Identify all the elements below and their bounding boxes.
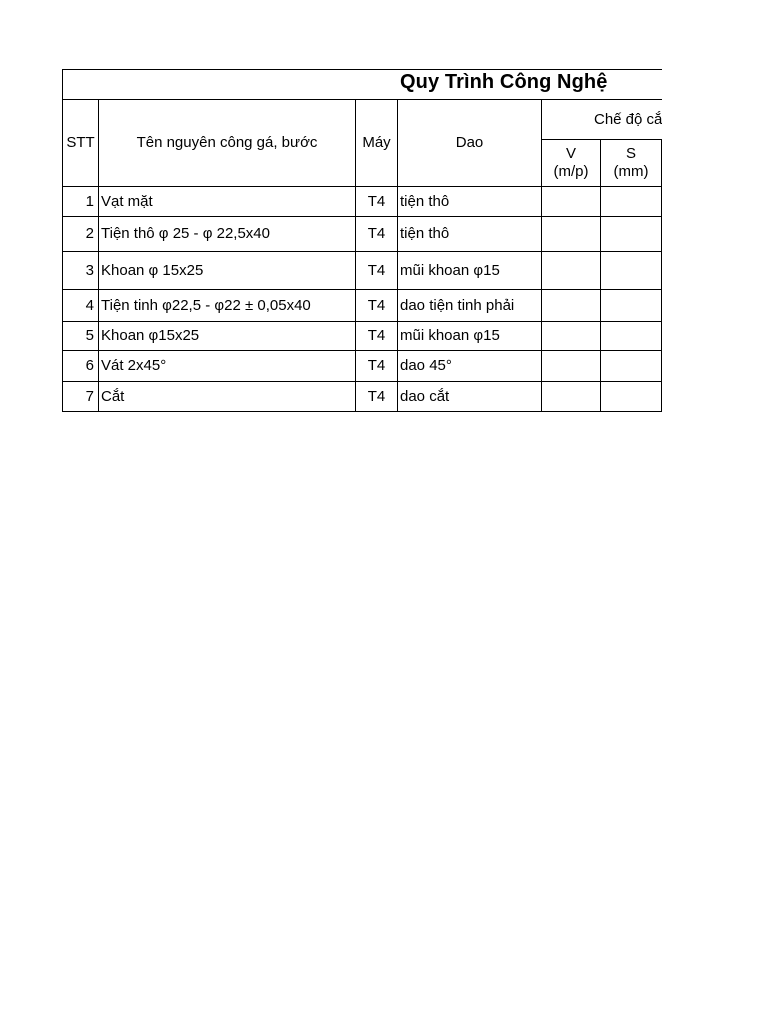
row-s (601, 187, 662, 217)
header-row-1 (63, 100, 663, 140)
row-machine: T4 (356, 382, 398, 412)
header-operation-name: Tên nguyên công gá, bước (99, 100, 356, 187)
title-cell (63, 70, 663, 100)
process-table-viewport (62, 69, 662, 415)
row-v (542, 290, 601, 322)
row-s (601, 322, 662, 351)
process-table (62, 69, 662, 412)
header-v-label: V (565, 145, 576, 162)
row-stt: 7 (63, 382, 99, 412)
row-machine: T4 (356, 217, 398, 252)
row-v (542, 382, 601, 412)
row-extra (662, 290, 663, 322)
row-stt: 3 (63, 252, 99, 290)
row-tool: dao 45° (398, 351, 542, 382)
row-tool: dao cắt (398, 382, 542, 412)
header-stt: STT (63, 100, 99, 187)
row-extra (662, 322, 663, 351)
row-v (542, 322, 601, 351)
row-v (542, 252, 601, 290)
row-stt: 1 (63, 187, 99, 217)
header-machine: Máy (356, 100, 398, 187)
row-s (601, 217, 662, 252)
header-s (601, 140, 662, 187)
table-row (63, 187, 663, 217)
row-machine: T4 (356, 290, 398, 322)
row-s (601, 382, 662, 412)
header-tool: Dao (398, 100, 542, 187)
row-s (601, 252, 662, 290)
row-operation: Tiện tinh φ22,5 - φ22 ± 0,05x40 (99, 290, 356, 322)
row-tool: mũi khoan φ15 (398, 322, 542, 351)
row-stt: 4 (63, 290, 99, 322)
row-stt: 2 (63, 217, 99, 252)
row-extra (662, 382, 663, 412)
row-stt: 6 (63, 351, 99, 382)
table-row (63, 322, 663, 351)
title-row (63, 70, 663, 100)
row-s (601, 351, 662, 382)
row-v (542, 217, 601, 252)
row-operation: Khoan φ15x25 (99, 322, 356, 351)
row-v (542, 187, 601, 217)
row-operation: Tiện thô φ 25 - φ 22,5x40 (99, 217, 356, 252)
table-row (63, 382, 663, 412)
row-operation: Vạt mặt (99, 187, 356, 217)
row-tool: dao tiện tinh phải (398, 290, 542, 322)
table-title: Quy Trình Công Nghệ (400, 71, 608, 93)
row-extra (662, 252, 663, 290)
row-operation: Vát 2x45° (99, 351, 356, 382)
table-row (63, 217, 663, 252)
row-operation: Khoan φ 15x25 (99, 252, 356, 290)
row-extra (662, 217, 663, 252)
header-v-unit: (m/p) (553, 163, 589, 180)
table-row (63, 290, 663, 322)
header-s-unit: (mm) (613, 163, 649, 180)
row-operation: Cắt (99, 382, 356, 412)
row-tool: tiện thô (398, 187, 542, 217)
table-row (63, 351, 663, 382)
row-tool: tiện thô (398, 217, 542, 252)
row-machine: T4 (356, 187, 398, 217)
row-tool: mũi khoan φ15 (398, 252, 542, 290)
header-next-cell (662, 140, 663, 187)
row-s (601, 290, 662, 322)
row-v (542, 351, 601, 382)
table-row (63, 252, 663, 290)
header-cutting-mode: Chế độ cắ (542, 100, 663, 140)
row-machine: T4 (356, 322, 398, 351)
header-s-label: S (625, 145, 636, 162)
row-stt: 5 (63, 322, 99, 351)
row-machine: T4 (356, 351, 398, 382)
header-v (542, 140, 601, 187)
row-extra (662, 351, 663, 382)
row-machine: T4 (356, 252, 398, 290)
row-extra (662, 187, 663, 217)
